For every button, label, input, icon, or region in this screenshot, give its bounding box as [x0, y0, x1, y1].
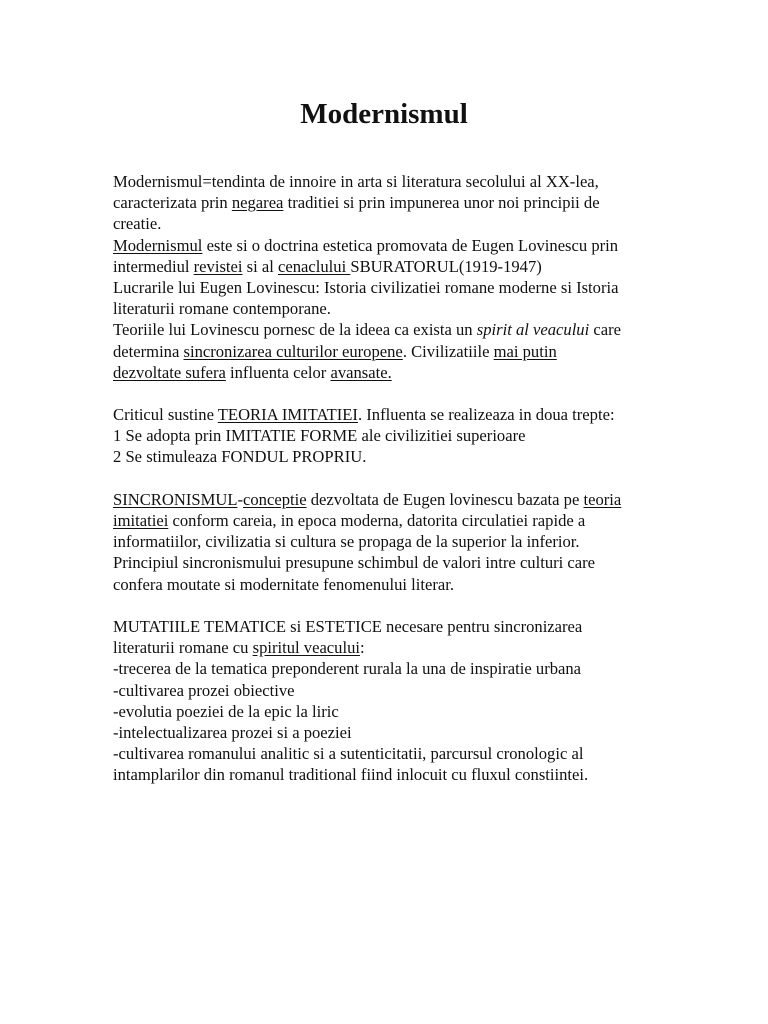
text-span: care	[589, 320, 622, 340]
underlined-term: cenaclului	[278, 256, 351, 276]
spacer	[113, 468, 653, 489]
text-span: dezvoltata de Eugen lovinescu bazata pe	[306, 489, 584, 509]
underlined-term: teoria	[583, 489, 622, 509]
paragraph-mutations	[113, 616, 653, 786]
underlined-term: negarea	[231, 193, 284, 213]
spacer	[113, 595, 653, 616]
text-line: Lucrarile lui Eugen Lovinescu: Istoria civilizatiei romane moderne si Istoria	[113, 277, 619, 297]
text-span: este si o doctrina estetica promovata de Eugen Lovinescu prin	[202, 235, 619, 255]
text-line	[113, 362, 653, 383]
text-line	[113, 235, 653, 256]
text-line	[113, 404, 653, 425]
underlined-term: revistei	[193, 256, 243, 276]
list-item: -evolutia poeziei de la epic la liric	[113, 701, 339, 721]
text-span: :	[359, 638, 365, 658]
paragraph-definition	[113, 171, 653, 235]
paragraph-doctrine	[113, 235, 653, 277]
text-line: MUTATIILE TEMATICE si ESTETICE necesare pentru sincronizarea	[113, 616, 583, 636]
text-line: 2 Se stimuleaza FONDUL PROPRIU.	[113, 447, 367, 467]
text-span: traditiei si prin impunerea unor noi principii de	[283, 193, 600, 213]
list-item: intamplarilor din romanul traditional fiind inlocuit cu fluxul constiintei.	[113, 765, 589, 785]
text-span: Criticul sustine	[113, 405, 218, 425]
underlined-term: imitatiei	[113, 511, 169, 530]
list-item: -intelectualizarea prozei si a poeziei	[113, 722, 352, 742]
paragraph-theories	[113, 319, 653, 383]
spacer	[113, 383, 653, 404]
text-line	[113, 510, 653, 531]
paragraph-works	[113, 277, 653, 319]
text-span: intermediul	[113, 256, 194, 276]
underlined-term: sincronizarea culturilor europene	[183, 341, 403, 361]
text-span: influenta celor	[225, 362, 331, 382]
text-line	[113, 489, 653, 510]
paragraph-synchronism	[113, 489, 653, 595]
underlined-term: mai putin	[493, 341, 557, 361]
text-line: literaturii romane contemporane.	[113, 299, 331, 319]
text-line: Principiul sincronismului presupune schimbul de valori intre culturi care	[113, 553, 596, 573]
list-item: -cultivarea romanului analitic si a sutenticitatii, parcursul cronologic al	[113, 744, 584, 764]
text-span: literaturii romane cu	[113, 638, 253, 658]
text-line: Modernismul=tendinta de innoire in arta si literatura secolului al XX-lea,	[113, 172, 599, 191]
list-item: -trecerea de la tematica preponderent rurala la una de inspiratie urbana	[113, 659, 582, 679]
text-line: informatiilor, civilizatia si cultura se propaga de la superior la inferior.	[113, 532, 580, 552]
underlined-term: SINCRONISMUL	[113, 489, 238, 509]
text-span: Teoriile lui Lovinescu pornesc de la ideea ca exista un	[113, 320, 477, 340]
text-span: SBURATORUL(1919-1947)	[350, 256, 542, 276]
text-span: conform careia, in epoca moderna, datorita circulatiei rapide a	[168, 511, 586, 530]
text-span: si al	[242, 256, 278, 276]
text-span: . Civilizatiile	[402, 341, 494, 361]
text-line	[113, 192, 653, 213]
underlined-term: conceptie	[243, 489, 307, 509]
document-title: Modernismul	[300, 98, 468, 130]
underlined-term: spiritul veacului	[252, 638, 360, 658]
italic-term: spirit al veacului	[476, 320, 590, 340]
text-span: determina	[113, 341, 184, 361]
list-item: -cultivarea prozei obiective	[113, 680, 295, 700]
text-line	[113, 256, 653, 277]
underlined-term: avansate.	[330, 362, 392, 382]
text-line: 1 Se adopta prin IMITATIE FORME ale civilizitiei superioare	[113, 426, 526, 446]
text-line	[113, 341, 653, 362]
underlined-term: Modernismul	[113, 235, 203, 255]
underlined-term: TEORIA IMITATIEI	[217, 405, 358, 425]
text-line	[113, 319, 653, 340]
document-body	[113, 171, 653, 785]
text-line	[113, 637, 653, 658]
text-span: caracterizata prin	[113, 193, 232, 213]
text-line: creatie.	[113, 214, 162, 234]
text-span: -	[237, 489, 244, 509]
paragraph-imitation-theory	[113, 404, 653, 468]
text-span: . Influenta se realizeaza in doua trepte:	[357, 405, 615, 425]
underlined-term: dezvoltate sufera	[113, 362, 226, 382]
text-line: confera moutate si modernitate fenomenului literar.	[113, 574, 454, 594]
